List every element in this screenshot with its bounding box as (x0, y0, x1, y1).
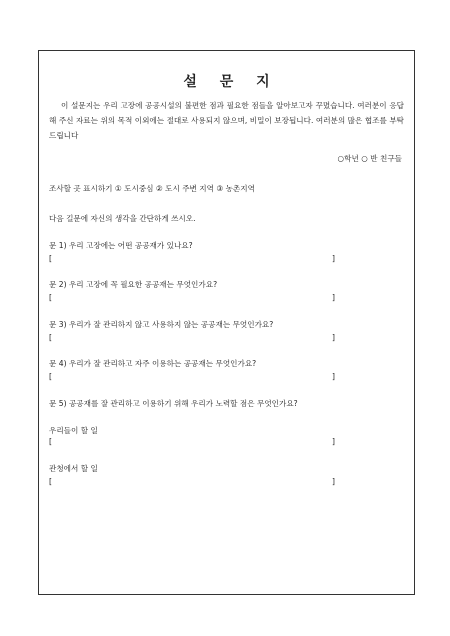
bracket-close: ] (332, 437, 335, 446)
bracket-close: ] (332, 333, 335, 342)
intro-paragraph (49, 98, 404, 143)
sub-answer-label-office-part: 관청에서 할 일 (49, 464, 98, 473)
intro-text: 이 설문지는 우리 고장에 공공시설의 불편한 점과 필요한 점들을 알아보고자 꾸몄습니다. 여러분이 응답해 주신 자료는 위의 목적 이외에는 절대로 사용되지 않으며, 비밀이 보장됩니다. 여러분의 많은 협조를 부탁드립니다 (49, 101, 404, 140)
answer-field-1[interactable] (49, 254, 335, 263)
question-1: 문 1) 우리 고장에는 어떤 공공재가 있나요? (49, 241, 193, 250)
instruction-text: 다음 길문에 자신의 생각을 간단하게 쓰시오. (49, 214, 196, 223)
bracket-open: [ (49, 254, 52, 263)
question-3: 문 3) 우리가 잘 관리하지 않고 사용하지 않는 공공재는 무엇인가요? (49, 320, 274, 329)
survey-area-line: 조사할 곳 표시하기 ① 도시중심 ② 도시 주변 지역 ③ 농촌지역 (49, 184, 255, 193)
bracket-open: [ (49, 333, 52, 342)
bracket-close: ] (332, 372, 335, 381)
bracket-open: [ (49, 293, 52, 302)
answer-field-2[interactable] (49, 293, 335, 302)
answer-field-3[interactable] (49, 333, 335, 342)
question-2: 문 2) 우리 고장에 꼭 필요한 공공재는 무엇인가요? (49, 280, 218, 289)
survey-form (38, 50, 415, 595)
question-5: 문 5) 공공재를 잘 관리하고 이용하기 위해 우리가 노력할 점은 무엇인가요? (49, 399, 298, 408)
answer-field-5a[interactable] (49, 437, 335, 446)
answer-field-4[interactable] (49, 372, 335, 381)
bracket-open: [ (49, 372, 52, 381)
bracket-close: ] (332, 477, 335, 486)
bracket-close: ] (332, 254, 335, 263)
grade-class-line: ○학년 ○ 반 친구들 (337, 154, 402, 163)
bracket-close: ] (332, 293, 335, 302)
answer-field-5b[interactable] (49, 477, 335, 486)
sub-answer-label-our-part: 우리들이 할 일 (49, 426, 98, 435)
bracket-open: [ (49, 437, 52, 446)
bracket-open: [ (49, 477, 52, 486)
survey-title: 설 문 지 (183, 74, 279, 90)
question-4: 문 4) 우리가 잘 관리하고 자주 이용하는 공공재는 무엇인가요? (49, 359, 257, 368)
